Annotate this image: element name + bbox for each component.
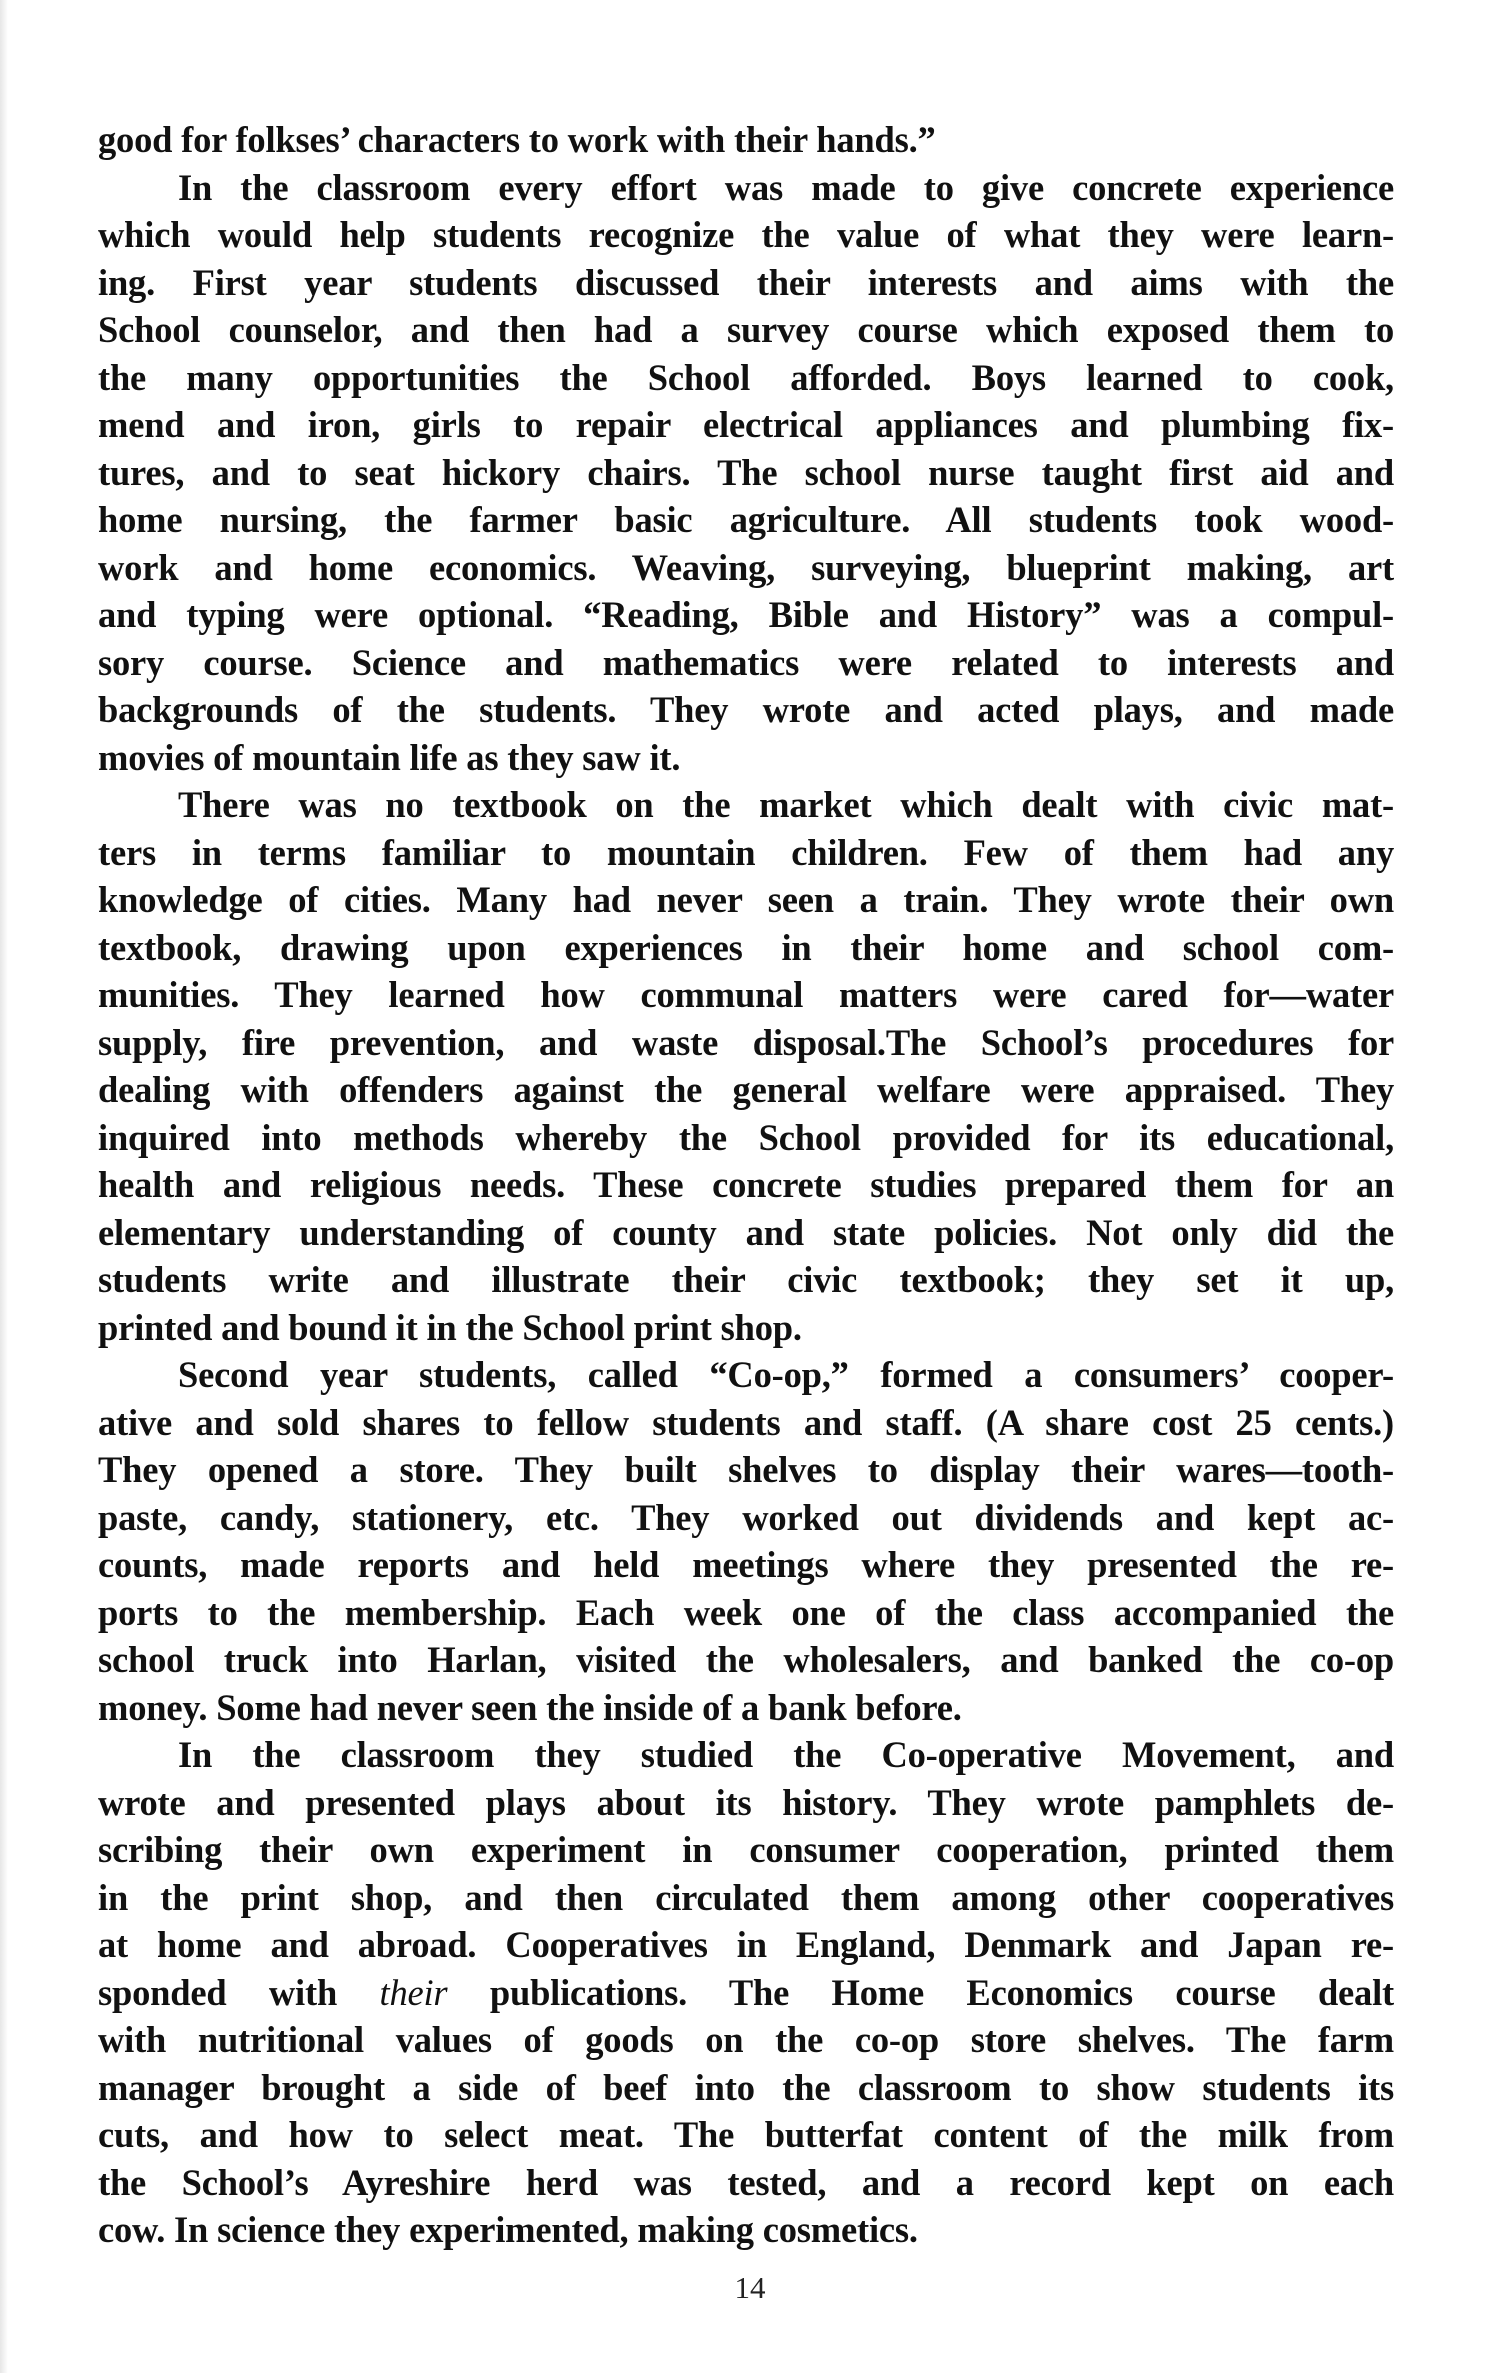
- document-body: [98, 116, 1394, 2254]
- text-line: home nursing, the farmer basic agriculture. All students took wood-: [98, 499, 1394, 540]
- text-line: tures, and to seat hickory chairs. The school nurse taught first aid and: [98, 451, 1394, 493]
- text-line: students write and illustrate their civic textbook; they set it up,: [98, 1259, 1394, 1300]
- text-line-with-italic: [98, 1969, 1394, 2017]
- text-line: work and home economics. Weaving, surveying, blueprint making, art: [98, 546, 1394, 588]
- text-line: ing. First year students discussed their interests and aims with the: [98, 261, 1394, 303]
- text-line: good for folkses’ characters to work with their hands.”: [98, 119, 936, 160]
- text-line: counts, made reports and held meetings where they presented the re-: [98, 1544, 1394, 1585]
- text-line: scribing their own experiment in consumer cooperation, printed them: [98, 1829, 1394, 1870]
- text-line: elementary understanding of county and state policies. Not only did the: [98, 1211, 1394, 1253]
- text-line: paste, candy, stationery, etc. They worked out dividends and kept ac-: [98, 1496, 1394, 1538]
- text-segment: sponded with: [98, 1971, 380, 2013]
- text-line: There was no textbook on the market which dealt with civic mat-: [178, 784, 1394, 825]
- text-line: in the print shop, and then circulated them among other cooperatives: [98, 1876, 1394, 1918]
- text-line: movies of mountain life as they saw it.: [98, 736, 681, 778]
- paragraph: [98, 1731, 1394, 2254]
- text-line: the many opportunities the School afforded. Boys learned to cook,: [98, 356, 1394, 398]
- text-line: the School’s Ayreshire herd was tested, and a record kept on each: [98, 2161, 1394, 2203]
- text-line: knowledge of cities. Many had never seen a train. They wrote their own: [98, 879, 1394, 920]
- text-line: cuts, and how to select meat. The butterfat content of the milk from: [98, 2114, 1394, 2155]
- text-line: In the classroom they studied the Co-operative Movement, and: [178, 1734, 1394, 1775]
- text-line: inquired into methods whereby the School provided for its educational,: [98, 1116, 1394, 1158]
- text-line: They opened a store. They built shelves to display their wares—tooth-: [98, 1449, 1394, 1490]
- text-line: mend and iron, girls to repair electrical appliances and plumbing fix-: [98, 404, 1394, 445]
- text-line: munities. They learned how communal matters were cared for—water: [98, 974, 1394, 1015]
- text-line: printed and bound it in the School print shop.: [98, 1306, 802, 1348]
- text-line: school truck into Harlan, visited the wholesalers, and banked the co-op: [98, 1639, 1394, 1680]
- paragraph: [98, 164, 1394, 782]
- text-line: School counselor, and then had a survey course which exposed them to: [98, 309, 1394, 350]
- text-line: dealing with offenders against the general welfare were appraised. They: [98, 1069, 1394, 1110]
- text-line: sory course. Science and mathematics were related to interests and: [98, 641, 1394, 683]
- italic-emphasis: their: [379, 1971, 448, 2013]
- text-line: ports to the membership. Each week one of the class accompanied the: [98, 1591, 1394, 1633]
- text-line: ative and sold shares to fellow students and staff. (A share cost 25 cents.): [98, 1401, 1394, 1443]
- page-number: 14: [734, 2270, 766, 2305]
- text-line: wrote and presented plays about its history. They wrote pamphlets de-: [98, 1781, 1394, 1823]
- text-line: textbook, drawing upon experiences in their home and school com-: [98, 926, 1394, 968]
- text-line: Second year students, called “Co-op,” formed a consumers’ cooper-: [178, 1354, 1394, 1395]
- text-line: In the classroom every effort was made to give concrete experience: [178, 166, 1394, 208]
- text-line: supply, fire prevention, and waste disposal.The School’s procedures for: [98, 1021, 1394, 1063]
- text-line: manager brought a side of beef into the classroom to show students its: [98, 2066, 1394, 2108]
- text-segment: publications. The Home Economics course dealt: [447, 1971, 1395, 2013]
- text-line: with nutritional values of goods on the co-op store shelves. The farm: [98, 2019, 1394, 2060]
- page-scan-edge: [0, 0, 8, 2373]
- text-line: cow. In science they experimented, making cosmetics.: [98, 2209, 918, 2250]
- text-line: and typing were optional. “Reading, Bible and History” was a compul-: [98, 594, 1394, 635]
- text-line: money. Some had never seen the inside of a bank before.: [98, 1686, 962, 1728]
- text-line: at home and abroad. Cooperatives in England, Denmark and Japan re-: [98, 1924, 1394, 1965]
- text-line: which would help students recognize the value of what they were learn-: [98, 214, 1394, 255]
- paragraph: [98, 781, 1394, 1351]
- text-line: health and religious needs. These concrete studies prepared them for an: [98, 1164, 1394, 1205]
- text-line: backgrounds of the students. They wrote and acted plays, and made: [98, 689, 1394, 730]
- text-line: ters in terms familiar to mountain children. Few of them had any: [98, 831, 1394, 873]
- paragraph: [98, 116, 1394, 164]
- paragraph: [98, 1351, 1394, 1731]
